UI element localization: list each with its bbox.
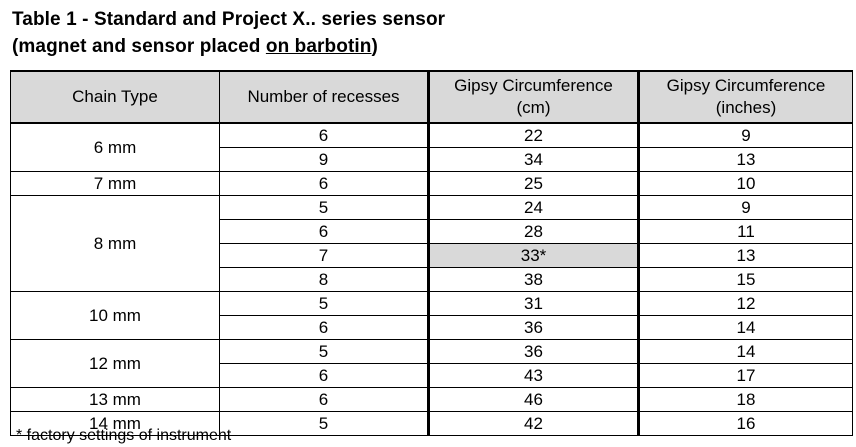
circumference-cm-cell: 43 <box>429 364 639 388</box>
circumference-cm-cell: 34 <box>429 148 639 172</box>
sensor-table <box>10 70 853 436</box>
circumference-cm-cell: 33* <box>429 244 639 268</box>
circumference-cm-cell: 36 <box>429 340 639 364</box>
footnote: * factory settings of instrument <box>16 427 232 444</box>
title-line-2-prefix: (magnet and sensor placed <box>12 36 266 57</box>
title-line-2 <box>12 33 445 60</box>
recesses-cell: 7 <box>220 244 429 268</box>
chain-type-cell: 8 mm <box>11 196 220 292</box>
header-recesses: Number of recesses <box>220 71 429 123</box>
chain-type-cell: 7 mm <box>11 172 220 196</box>
title-line-1: Table 1 - Standard and Project X.. series sensor <box>12 9 446 30</box>
recesses-cell: 9 <box>220 148 429 172</box>
table-row <box>11 292 853 316</box>
recesses-cell: 6 <box>220 388 429 412</box>
circumference-in-cell: 9 <box>639 123 853 148</box>
circumference-in-cell: 16 <box>639 412 853 436</box>
circumference-in-cell: 9 <box>639 196 853 220</box>
circumference-in-cell: 14 <box>639 340 853 364</box>
circumference-cm-cell: 24 <box>429 196 639 220</box>
recesses-cell: 5 <box>220 340 429 364</box>
table-row <box>11 123 853 148</box>
chain-type-cell: 6 mm <box>11 123 220 172</box>
circumference-cm-cell: 42 <box>429 412 639 436</box>
circumference-cm-cell: 25 <box>429 172 639 196</box>
header-circumference-in <box>639 71 853 123</box>
header-circumference-cm-line1: Gipsy Circumference <box>454 76 613 95</box>
circumference-cm-cell: 46 <box>429 388 639 412</box>
recesses-cell: 5 <box>220 412 429 436</box>
header-circumference-in-line1: Gipsy Circumference <box>666 76 826 95</box>
recesses-cell: 6 <box>220 364 429 388</box>
header-circumference-in-line2: (inches) <box>715 98 777 117</box>
table-title <box>12 6 445 60</box>
recesses-cell: 6 <box>220 123 429 148</box>
header-row <box>11 71 853 123</box>
circumference-cm-cell: 38 <box>429 268 639 292</box>
circumference-in-cell: 12 <box>639 292 853 316</box>
title-line-2-underlined: on barbotin <box>265 36 372 57</box>
recesses-cell: 8 <box>220 268 429 292</box>
circumference-cm-cell: 22 <box>429 123 639 148</box>
chain-type-cell: 12 mm <box>11 340 220 388</box>
header-circumference-cm-line2: (cm) <box>516 98 551 117</box>
table-row <box>11 388 853 412</box>
circumference-cm-cell: 31 <box>429 292 639 316</box>
recesses-cell: 6 <box>220 172 429 196</box>
chain-type-cell: 10 mm <box>11 292 220 340</box>
table-row <box>11 196 853 220</box>
circumference-in-cell: 10 <box>639 172 853 196</box>
header-circumference-cm <box>429 71 639 123</box>
circumference-in-cell: 17 <box>639 364 853 388</box>
recesses-cell: 5 <box>220 196 429 220</box>
recesses-cell: 6 <box>220 316 429 340</box>
recesses-cell: 6 <box>220 220 429 244</box>
circumference-in-cell: 11 <box>639 220 853 244</box>
title-line-2-suffix: ) <box>371 36 378 57</box>
circumference-cm-cell: 36 <box>429 316 639 340</box>
table-body <box>11 123 853 436</box>
header-chain-type: Chain Type <box>11 71 220 123</box>
circumference-in-cell: 15 <box>639 268 853 292</box>
table-row <box>11 172 853 196</box>
circumference-cm-cell: 28 <box>429 220 639 244</box>
circumference-in-cell: 13 <box>639 244 853 268</box>
chain-type-cell: 14 mm <box>11 412 220 436</box>
circumference-in-cell: 14 <box>639 316 853 340</box>
recesses-cell: 5 <box>220 292 429 316</box>
circumference-in-cell: 13 <box>639 148 853 172</box>
circumference-in-cell: 18 <box>639 388 853 412</box>
chain-type-cell: 13 mm <box>11 388 220 412</box>
table-row <box>11 340 853 364</box>
